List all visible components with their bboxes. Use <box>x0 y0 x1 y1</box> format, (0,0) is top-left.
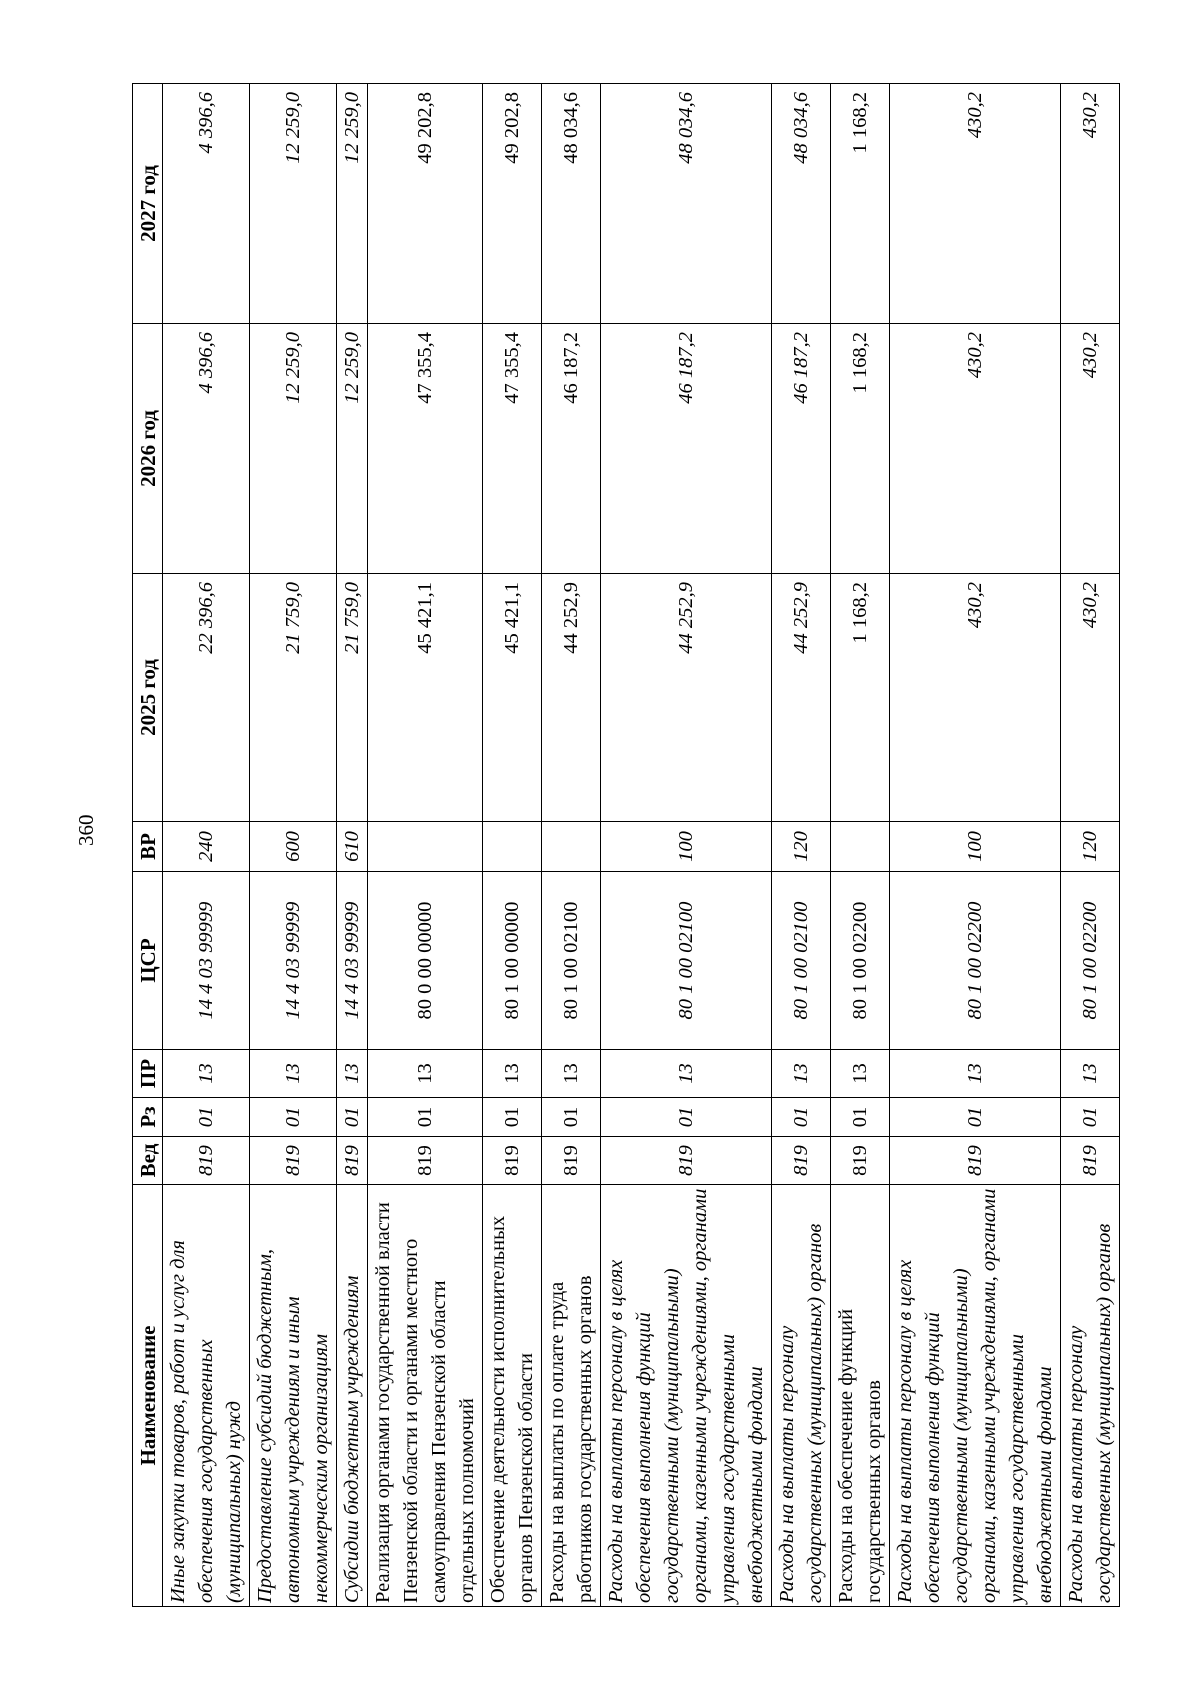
table-row <box>163 84 250 1607</box>
cell-2025: 44 252,9 <box>772 574 831 822</box>
header-2026: 2026 год <box>133 324 163 574</box>
cell-2027: 4 396,6 <box>163 84 250 324</box>
cell-pr: 13 <box>890 1050 1061 1098</box>
budget-table <box>132 83 1120 1607</box>
cell-pr: 13 <box>772 1050 831 1098</box>
cell-ved: 819 <box>772 1137 831 1185</box>
cell-2025: 1 168,2 <box>831 574 890 822</box>
cell-vr: 120 <box>772 822 831 872</box>
cell-name: Расходы на обеспечение функций государственных органов <box>831 1185 890 1607</box>
header-name: Наименование <box>133 1185 163 1607</box>
cell-vr <box>483 822 542 872</box>
cell-2026: 1 168,2 <box>831 324 890 574</box>
cell-csr: 80 1 00 02200 <box>890 872 1061 1050</box>
cell-rz: 01 <box>542 1098 601 1137</box>
cell-rz: 01 <box>483 1098 542 1137</box>
cell-2025: 22 396,6 <box>163 574 250 822</box>
header-csr: ЦСР <box>133 872 163 1050</box>
cell-ved: 819 <box>483 1137 542 1185</box>
cell-2026: 46 187,2 <box>601 324 772 574</box>
cell-ved: 819 <box>368 1137 483 1185</box>
cell-name: Расходы на выплаты персоналу в целях обеспечения выполнения функций государственными (муниципальными) органами, казенными учреждениями, органами управления государственными внебюджетными фондами <box>601 1185 772 1607</box>
cell-2027: 48 034,6 <box>772 84 831 324</box>
cell-rz: 01 <box>1061 1098 1120 1137</box>
cell-csr: 80 1 00 02200 <box>1061 872 1120 1050</box>
cell-name: Предоставление субсидий бюджетным, автономным учреждениям и иным некоммерческим организациям <box>250 1185 337 1607</box>
cell-name: Реализация органами государственной власти Пензенской области и органами местного самоуправления Пензенской области отдельных полномочий <box>368 1185 483 1607</box>
table-row <box>831 84 890 1607</box>
cell-2026: 47 355,4 <box>483 324 542 574</box>
cell-vr: 600 <box>250 822 337 872</box>
cell-rz: 01 <box>831 1098 890 1137</box>
cell-2026: 12 259,0 <box>250 324 337 574</box>
cell-name: Субсидии бюджетным учреждениям <box>337 1185 368 1607</box>
cell-ved: 819 <box>831 1137 890 1185</box>
rotated-page-content <box>132 84 1115 1607</box>
cell-csr: 14 4 03 99999 <box>337 872 368 1050</box>
cell-rz: 01 <box>337 1098 368 1137</box>
cell-pr: 13 <box>601 1050 772 1098</box>
cell-pr: 13 <box>337 1050 368 1098</box>
cell-vr <box>831 822 890 872</box>
cell-name: Расходы на выплаты персоналу государственных (муниципальных) органов <box>772 1185 831 1607</box>
table-row <box>1061 84 1120 1607</box>
cell-name: Расходы на выплаты персоналу в целях обеспечения выполнения функций государственными (муниципальными) органами, казенными учреждениями, органами управления государственными внебюджетными фондами <box>890 1185 1061 1607</box>
table-row <box>772 84 831 1607</box>
cell-csr: 14 4 03 99999 <box>250 872 337 1050</box>
cell-name: Расходы на выплаты по оплате труда работников государственных органов <box>542 1185 601 1607</box>
cell-ved: 819 <box>601 1137 772 1185</box>
cell-pr: 13 <box>483 1050 542 1098</box>
cell-name: Расходы на выплаты персоналу государственных (муниципальных) органов <box>1061 1185 1120 1607</box>
header-2025: 2025 год <box>133 574 163 822</box>
cell-ved: 819 <box>1061 1137 1120 1185</box>
cell-rz: 01 <box>368 1098 483 1137</box>
cell-2025: 44 252,9 <box>601 574 772 822</box>
header-2027: 2027 год <box>133 84 163 324</box>
cell-2027: 430,2 <box>1061 84 1120 324</box>
cell-csr: 14 4 03 99999 <box>163 872 250 1050</box>
cell-2026: 46 187,2 <box>772 324 831 574</box>
table-row <box>483 84 542 1607</box>
cell-2025: 45 421,1 <box>483 574 542 822</box>
cell-pr: 13 <box>368 1050 483 1098</box>
table-header-row <box>133 84 163 1607</box>
cell-rz: 01 <box>601 1098 772 1137</box>
cell-ved: 819 <box>337 1137 368 1185</box>
cell-rz: 01 <box>890 1098 1061 1137</box>
cell-pr: 13 <box>1061 1050 1120 1098</box>
cell-2025: 44 252,9 <box>542 574 601 822</box>
cell-csr: 80 1 00 02200 <box>831 872 890 1050</box>
cell-rz: 01 <box>772 1098 831 1137</box>
cell-csr: 80 1 00 02100 <box>772 872 831 1050</box>
cell-csr: 80 1 00 00000 <box>483 872 542 1050</box>
table-row <box>337 84 368 1607</box>
table-row <box>890 84 1061 1607</box>
cell-pr: 13 <box>831 1050 890 1098</box>
cell-ved: 819 <box>163 1137 250 1185</box>
header-ved: Вед <box>133 1137 163 1185</box>
cell-pr: 13 <box>542 1050 601 1098</box>
cell-2027: 12 259,0 <box>250 84 337 324</box>
cell-vr: 610 <box>337 822 368 872</box>
cell-2025: 21 759,0 <box>250 574 337 822</box>
cell-2027: 48 034,6 <box>542 84 601 324</box>
cell-2026: 46 187,2 <box>542 324 601 574</box>
cell-rz: 01 <box>250 1098 337 1137</box>
cell-name: Обеспечение деятельности исполнительных органов Пензенской области <box>483 1185 542 1607</box>
table-row <box>601 84 772 1607</box>
cell-vr: 100 <box>890 822 1061 872</box>
cell-2027: 49 202,8 <box>483 84 542 324</box>
cell-2025: 430,2 <box>890 574 1061 822</box>
header-pr: ПР <box>133 1050 163 1098</box>
cell-2027: 48 034,6 <box>601 84 772 324</box>
cell-2027: 12 259,0 <box>337 84 368 324</box>
cell-2026: 430,2 <box>1061 324 1120 574</box>
page-number: 360 <box>74 814 98 846</box>
cell-pr: 13 <box>250 1050 337 1098</box>
cell-vr <box>368 822 483 872</box>
cell-csr: 80 1 00 02100 <box>542 872 601 1050</box>
cell-2026: 12 259,0 <box>337 324 368 574</box>
cell-vr <box>542 822 601 872</box>
table-row <box>250 84 337 1607</box>
table-row <box>368 84 483 1607</box>
cell-2026: 430,2 <box>890 324 1061 574</box>
cell-2027: 430,2 <box>890 84 1061 324</box>
cell-vr: 100 <box>601 822 772 872</box>
cell-2025: 430,2 <box>1061 574 1120 822</box>
cell-2025: 45 421,1 <box>368 574 483 822</box>
cell-csr: 80 0 00 00000 <box>368 872 483 1050</box>
cell-csr: 80 1 00 02100 <box>601 872 772 1050</box>
header-rz: Рз <box>133 1098 163 1137</box>
cell-2027: 49 202,8 <box>368 84 483 324</box>
cell-vr: 240 <box>163 822 250 872</box>
cell-pr: 13 <box>163 1050 250 1098</box>
cell-ved: 819 <box>250 1137 337 1185</box>
cell-2026: 4 396,6 <box>163 324 250 574</box>
cell-2027: 1 168,2 <box>831 84 890 324</box>
cell-2025: 21 759,0 <box>337 574 368 822</box>
cell-rz: 01 <box>163 1098 250 1137</box>
cell-ved: 819 <box>890 1137 1061 1185</box>
table-row <box>542 84 601 1607</box>
cell-name: Иные закупки товаров, работ и услуг для обеспечения государственных (муниципальных) нужд <box>163 1185 250 1607</box>
cell-ved: 819 <box>542 1137 601 1185</box>
header-vr: ВР <box>133 822 163 872</box>
cell-2026: 47 355,4 <box>368 324 483 574</box>
cell-vr: 120 <box>1061 822 1120 872</box>
